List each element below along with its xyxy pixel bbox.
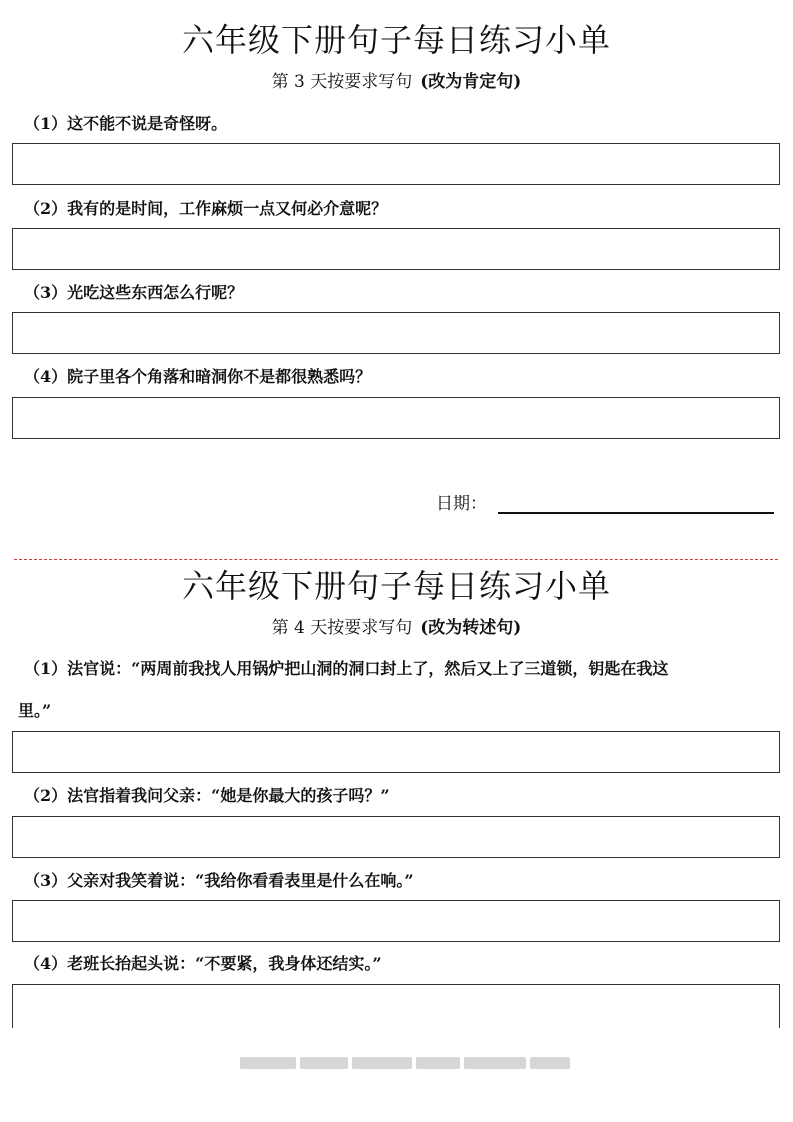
- question-2: （2）法官指着我问父亲：“她是你最大的孩子吗？”: [24, 786, 390, 805]
- question-2: （2）我有的是时间，工作麻烦一点又何必介意呢？: [24, 199, 388, 218]
- cut-line-divider: [14, 559, 778, 560]
- blurred-footer-watermark: [240, 1057, 570, 1069]
- blur-block: [240, 1057, 296, 1069]
- question-4: （4）老班长抬起头说：“不要紧，我身体还结实。”: [24, 954, 382, 973]
- answer-box-4[interactable]: [12, 984, 780, 1028]
- blur-block: [352, 1057, 412, 1069]
- subtitle-main: 第 3 天按要求写句: [271, 72, 413, 92]
- answer-box-1[interactable]: [12, 143, 780, 185]
- question-3: （3）父亲对我笑着说：“我给你看看表里是什么在响。”: [24, 871, 414, 890]
- worksheet-title: 六年级下册句子每日练习小单: [181, 567, 611, 605]
- worksheet-subtitle: [0, 616, 793, 640]
- worksheet-title: 六年级下册句子每日练习小单: [181, 21, 611, 59]
- answer-box-1[interactable]: [12, 731, 780, 773]
- subtitle-instruction: (改为肯定句): [420, 72, 522, 92]
- blur-block: [530, 1057, 570, 1069]
- question-1-line-2: 里。”: [18, 701, 52, 720]
- answer-box-3[interactable]: [12, 900, 780, 942]
- date-label: 日期：: [436, 494, 487, 514]
- worksheet-subtitle: [0, 70, 793, 94]
- question-3: （3）光吃这些东西怎么行呢？: [24, 283, 244, 302]
- blur-block: [416, 1057, 460, 1069]
- answer-box-4[interactable]: [12, 397, 780, 439]
- answer-box-3[interactable]: [12, 312, 780, 354]
- subtitle-instruction: (改为转述句): [420, 618, 522, 638]
- question-1-line-1: （1）法官说：“两周前我找人用锅炉把山洞的洞口封上了，然后又上了三道锁，钥匙在我这: [24, 659, 669, 678]
- question-4: （4）院子里各个角落和暗洞你不是都很熟悉吗？: [24, 367, 372, 386]
- question-1: （1）这不能不说是奇怪呀。: [24, 114, 228, 133]
- answer-box-2[interactable]: [12, 228, 780, 270]
- blur-block: [300, 1057, 348, 1069]
- blur-block: [464, 1057, 526, 1069]
- subtitle-main: 第 4 天按要求写句: [271, 618, 413, 638]
- date-input-line[interactable]: [498, 512, 774, 514]
- answer-box-2[interactable]: [12, 816, 780, 858]
